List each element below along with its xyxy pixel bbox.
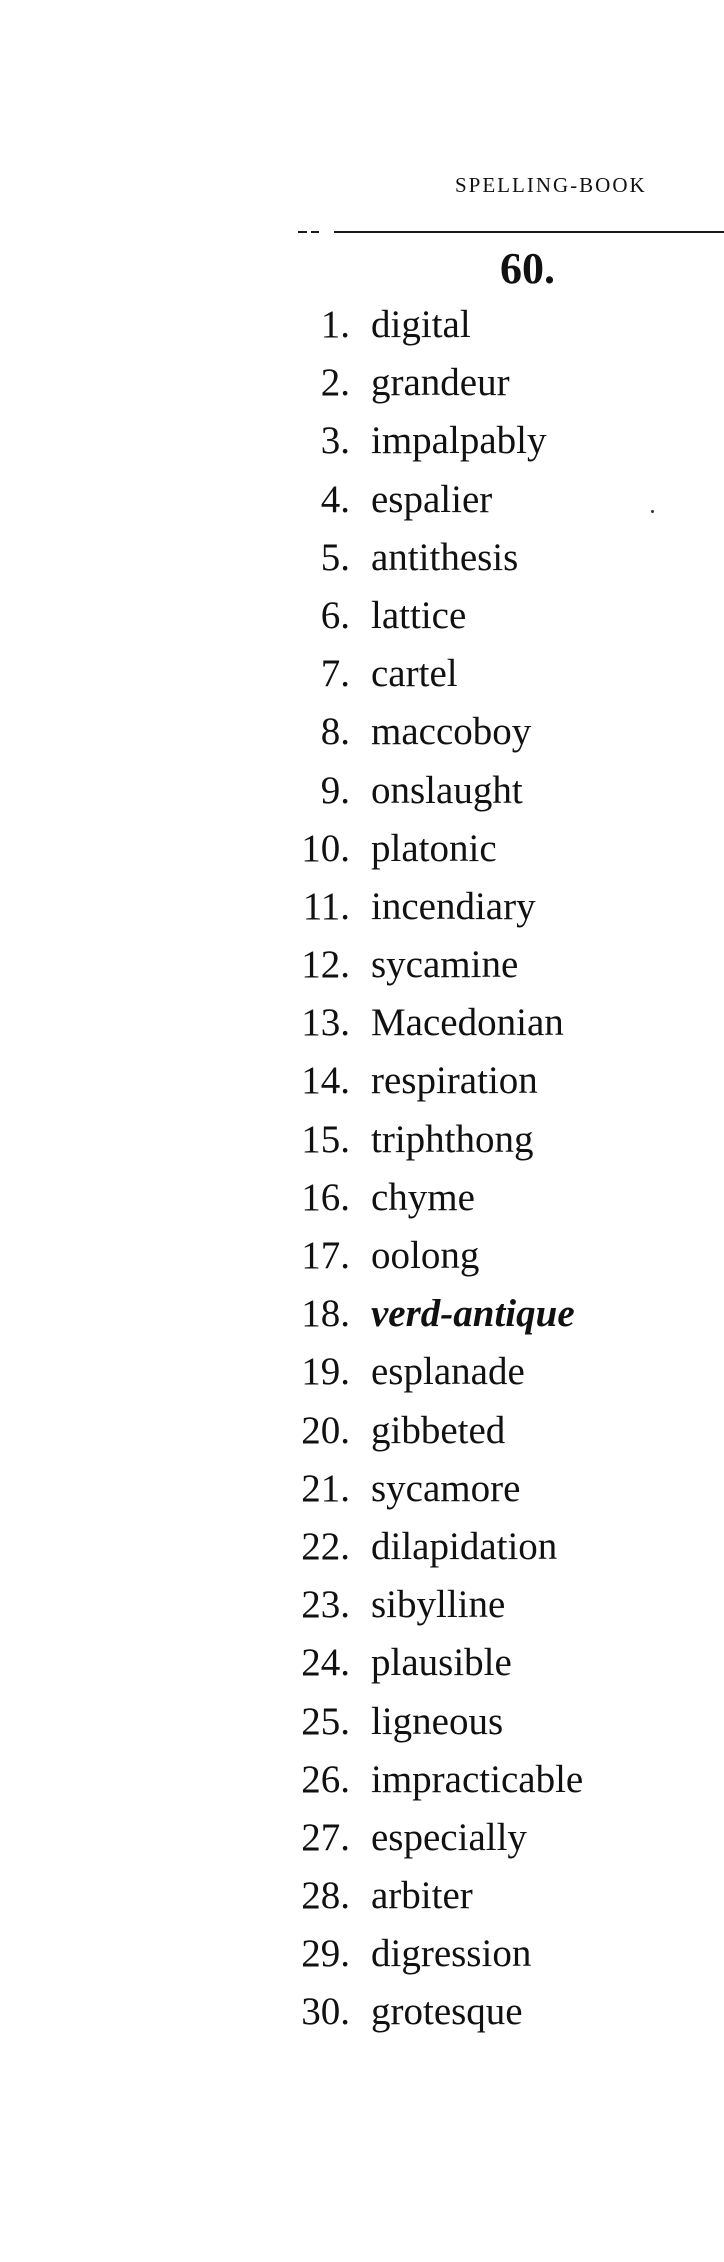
word-number: 3.	[320, 419, 350, 463]
word-row	[0, 653, 724, 711]
word-text: cartel	[371, 652, 458, 696]
word-number: 21.	[301, 1466, 350, 1510]
word-text: ligneous	[371, 1699, 504, 1743]
header-rule-dash-1	[298, 231, 307, 233]
word-text: platonic	[371, 826, 497, 870]
word-number: 6.	[320, 593, 350, 637]
header-rule-dash-2	[311, 231, 319, 233]
word-row	[0, 1526, 724, 1584]
stray-speck	[651, 510, 654, 513]
lesson-number: 60.	[500, 244, 555, 293]
word-row	[0, 362, 724, 420]
word-text: arbiter	[371, 1874, 473, 1918]
word-text: gibbeted	[371, 1408, 506, 1452]
word-text: digital	[371, 303, 471, 346]
word-row	[0, 1817, 724, 1875]
word-text: grandeur	[371, 361, 510, 405]
header-rule	[334, 231, 724, 233]
word-row	[0, 1235, 724, 1293]
word-text: onslaught	[371, 768, 523, 812]
word-text: respiration	[371, 1059, 538, 1103]
word-text: esplanade	[371, 1350, 525, 1394]
word-row	[0, 711, 724, 769]
word-number: 17.	[301, 1234, 350, 1277]
word-number: 20.	[301, 1408, 350, 1452]
word-number: 19.	[301, 1350, 350, 1394]
word-text: grotesque	[371, 1990, 523, 2034]
word-text: digression	[371, 1932, 532, 1976]
word-number: 22.	[301, 1524, 350, 1568]
word-row	[0, 1642, 724, 1700]
word-number: 27.	[301, 1815, 350, 1859]
word-number: 15.	[301, 1117, 350, 1161]
word-row	[0, 595, 724, 653]
word-number: 11.	[302, 884, 350, 928]
word-number: 9.	[320, 768, 350, 812]
word-row	[0, 770, 724, 828]
word-row	[0, 1002, 724, 1060]
word-text: sycamore	[371, 1466, 521, 1510]
word-row	[0, 1991, 724, 2049]
word-row	[0, 1933, 724, 1991]
word-number: 28.	[301, 1874, 350, 1918]
word-text: especially	[371, 1815, 527, 1859]
word-number: 25.	[301, 1699, 350, 1743]
word-row	[0, 304, 724, 362]
word-text: sycamine	[371, 943, 519, 987]
word-text: Macedonian	[371, 1001, 564, 1045]
word-row	[0, 479, 724, 537]
word-row	[0, 1759, 724, 1817]
word-row	[0, 1410, 724, 1468]
word-number: 14.	[301, 1059, 350, 1103]
word-number: 7.	[320, 652, 350, 696]
word-row	[0, 1293, 724, 1351]
word-row	[0, 1351, 724, 1409]
word-text: oolong	[371, 1234, 480, 1277]
word-number: 13.	[301, 1001, 350, 1045]
word-number: 4.	[320, 477, 350, 521]
running-head: SPELLING-BOOK	[455, 173, 647, 197]
word-row	[0, 420, 724, 478]
word-row	[0, 1060, 724, 1118]
word-text: chyme	[371, 1175, 475, 1219]
word-text: impalpably	[371, 419, 547, 463]
word-row	[0, 1177, 724, 1235]
word-text: impracticable	[371, 1757, 584, 1801]
word-number: 23.	[301, 1583, 350, 1627]
word-text: espalier	[371, 477, 493, 521]
word-number: 24.	[301, 1641, 350, 1685]
word-row	[0, 828, 724, 886]
word-row	[0, 1468, 724, 1526]
word-text: plausible	[371, 1641, 512, 1685]
word-text: lattice	[371, 593, 467, 637]
word-row	[0, 537, 724, 595]
word-row	[0, 944, 724, 1002]
word-list	[0, 304, 724, 2050]
word-text: verd-antique	[371, 1292, 575, 1336]
word-row	[0, 1875, 724, 1933]
word-number: 29.	[301, 1932, 350, 1976]
word-number: 16.	[301, 1175, 350, 1219]
word-number: 18.	[301, 1292, 350, 1336]
word-text: antithesis	[371, 535, 519, 579]
word-text: incendiary	[371, 884, 536, 928]
word-row	[0, 1584, 724, 1642]
word-row	[0, 1701, 724, 1759]
word-number: 8.	[320, 710, 350, 754]
word-row	[0, 1119, 724, 1177]
word-text: maccoboy	[371, 710, 532, 754]
word-number: 12.	[301, 943, 350, 987]
word-number: 30.	[301, 1990, 350, 2034]
word-number: 5.	[320, 535, 350, 579]
word-number: 10.	[301, 826, 350, 870]
word-number: 2.	[320, 361, 350, 405]
word-text: sibylline	[371, 1583, 506, 1627]
word-number: 26.	[301, 1757, 350, 1801]
word-row	[0, 886, 724, 944]
word-text: dilapidation	[371, 1524, 558, 1568]
word-text: triphthong	[371, 1117, 534, 1161]
word-number: 1.	[320, 303, 350, 346]
